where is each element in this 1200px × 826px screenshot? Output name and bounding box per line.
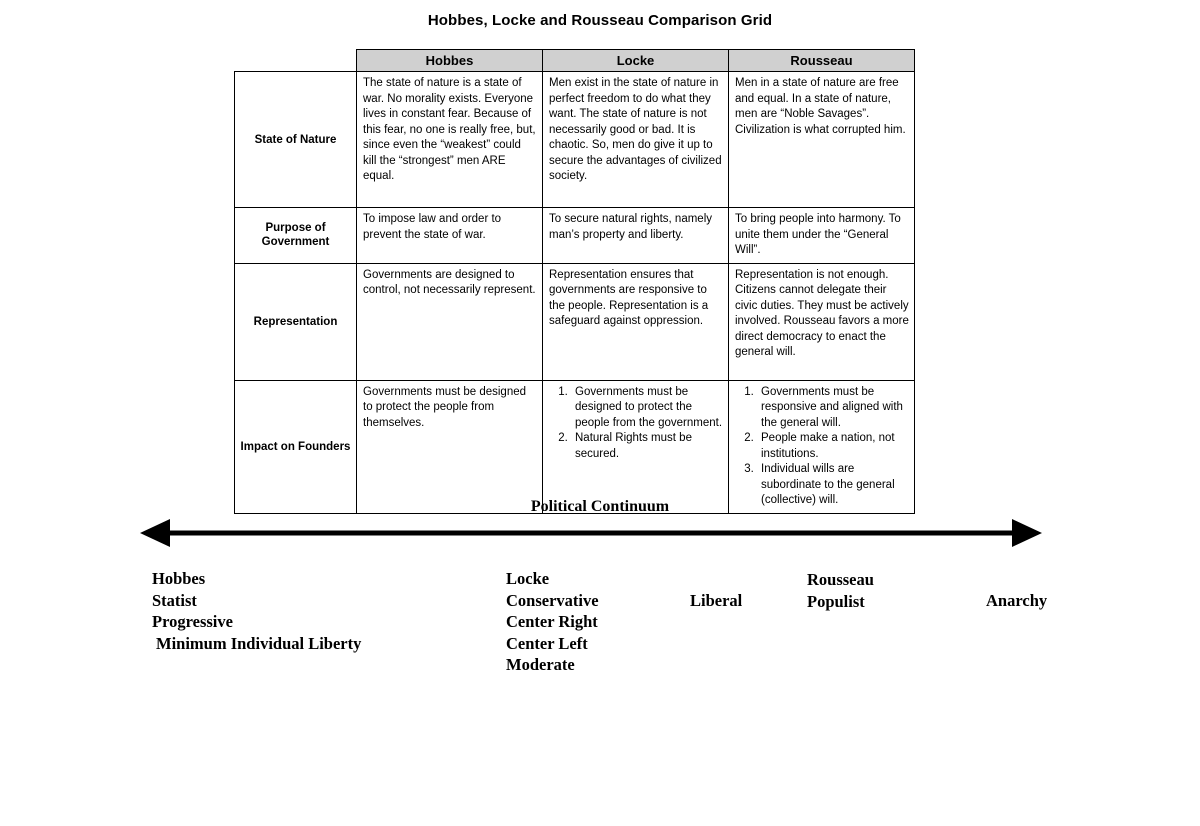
row-header-state-of-nature: State of Nature — [235, 72, 357, 208]
table-row — [235, 72, 915, 208]
continuum-group-liberal — [690, 590, 742, 612]
cell-purpose-rousseau: To bring people into harmony. To unite them under the “General Will”. — [729, 208, 915, 264]
continuum-label: Rousseau — [807, 570, 874, 589]
continuum-label: Anarchy — [986, 591, 1048, 610]
cell-impact-hobbes: Governments must be designed to protect the people from themselves. — [357, 380, 543, 513]
continuum-label: Minimum Individual Liberty — [156, 633, 362, 653]
cell-state-of-nature-rousseau: Men in a state of nature are free and equal. In a state of nature, men are “Noble Savages”. Civilization is what corrupted him. — [729, 72, 915, 208]
table-row — [235, 263, 915, 380]
row-header-impact-on-founders: Impact on Founders — [235, 380, 357, 513]
continuum-label: Statist — [152, 590, 197, 610]
continuum-label: Locke — [506, 569, 550, 588]
continuum-label: Conservative — [506, 590, 599, 610]
continuum-label: Liberal — [690, 591, 743, 610]
continuum-label: Progressive — [152, 612, 233, 631]
table-header-row — [235, 50, 915, 72]
list-item: 3. Individual wills are subordinate to the general (collective) will. — [757, 462, 909, 509]
continuum-label: Center Right — [506, 612, 598, 631]
continuum-group-rousseau — [807, 569, 874, 612]
list-item: 2. People make a nation, not institutions. — [757, 431, 909, 462]
continuum-group-locke — [506, 568, 599, 676]
cell-representation-locke: Representation ensures that governments are responsive to the people. Representation is a safeguard against oppression. — [543, 263, 729, 380]
political-continuum-axis — [140, 518, 1042, 548]
continuum-title: Political Continuum — [530, 498, 670, 515]
row-header-representation: Representation — [235, 263, 357, 380]
row-header-purpose-of-government: Purpose of Government — [235, 208, 357, 264]
page-title: Hobbes, Locke and Rousseau Comparison Grid — [427, 12, 773, 29]
cell-representation-rousseau: Representation is not enough. Citizens cannot delegate their civic duties. They must be actively involved. Rousseau favors a more direct democracy to enact the general will. — [729, 263, 915, 380]
list-item: 1. Governments must be designed to protect the people from the government. — [571, 385, 723, 432]
cell-impact-rousseau — [729, 380, 915, 513]
cell-state-of-nature-hobbes: The state of nature is a state of war. No morality exists. Everyone lives in constant fear. Because of this fear, no one is really free, but, since even the “weakest” could kill the “strongest” men ARE equal. — [357, 72, 543, 208]
cell-purpose-locke: To secure natural rights, namely man’s property and liberty. — [543, 208, 729, 264]
cell-impact-locke — [543, 380, 729, 513]
continuum-labels — [0, 558, 1200, 688]
column-header-hobbes: Hobbes — [357, 50, 543, 72]
continuum-group-hobbes — [152, 568, 361, 654]
cell-representation-hobbes: Governments are designed to control, not necessarily represent. — [357, 263, 543, 380]
comparison-grid-container — [234, 49, 914, 514]
impact-locke-list — [549, 385, 723, 463]
continuum-group-anarchy — [986, 590, 1047, 612]
double-headed-arrow-icon — [140, 518, 1042, 548]
table-row — [235, 208, 915, 264]
list-item: 2. Natural Rights must be secured. — [571, 431, 723, 462]
cell-state-of-nature-locke: Men exist in the state of nature in perfect freedom to do what they want. The state of nature is not necessarily good or bad. It is chaotic. So, men do give it up to secure the advantages of civilized society. — [543, 72, 729, 208]
table-corner-cell — [235, 50, 357, 72]
comparison-table — [234, 49, 915, 514]
list-item: 1. Governments must be responsive and aligned with the general will. — [757, 385, 909, 432]
continuum-label: Populist — [807, 591, 865, 611]
cell-purpose-hobbes: To impose law and order to prevent the state of war. — [357, 208, 543, 264]
column-header-rousseau: Rousseau — [729, 50, 915, 72]
impact-rousseau-list — [735, 385, 909, 509]
column-header-locke: Locke — [543, 50, 729, 72]
continuum-label: Hobbes — [152, 569, 206, 588]
continuum-label: Moderate — [506, 655, 575, 674]
continuum-label: Center Left — [506, 633, 588, 653]
table-row — [235, 380, 915, 513]
